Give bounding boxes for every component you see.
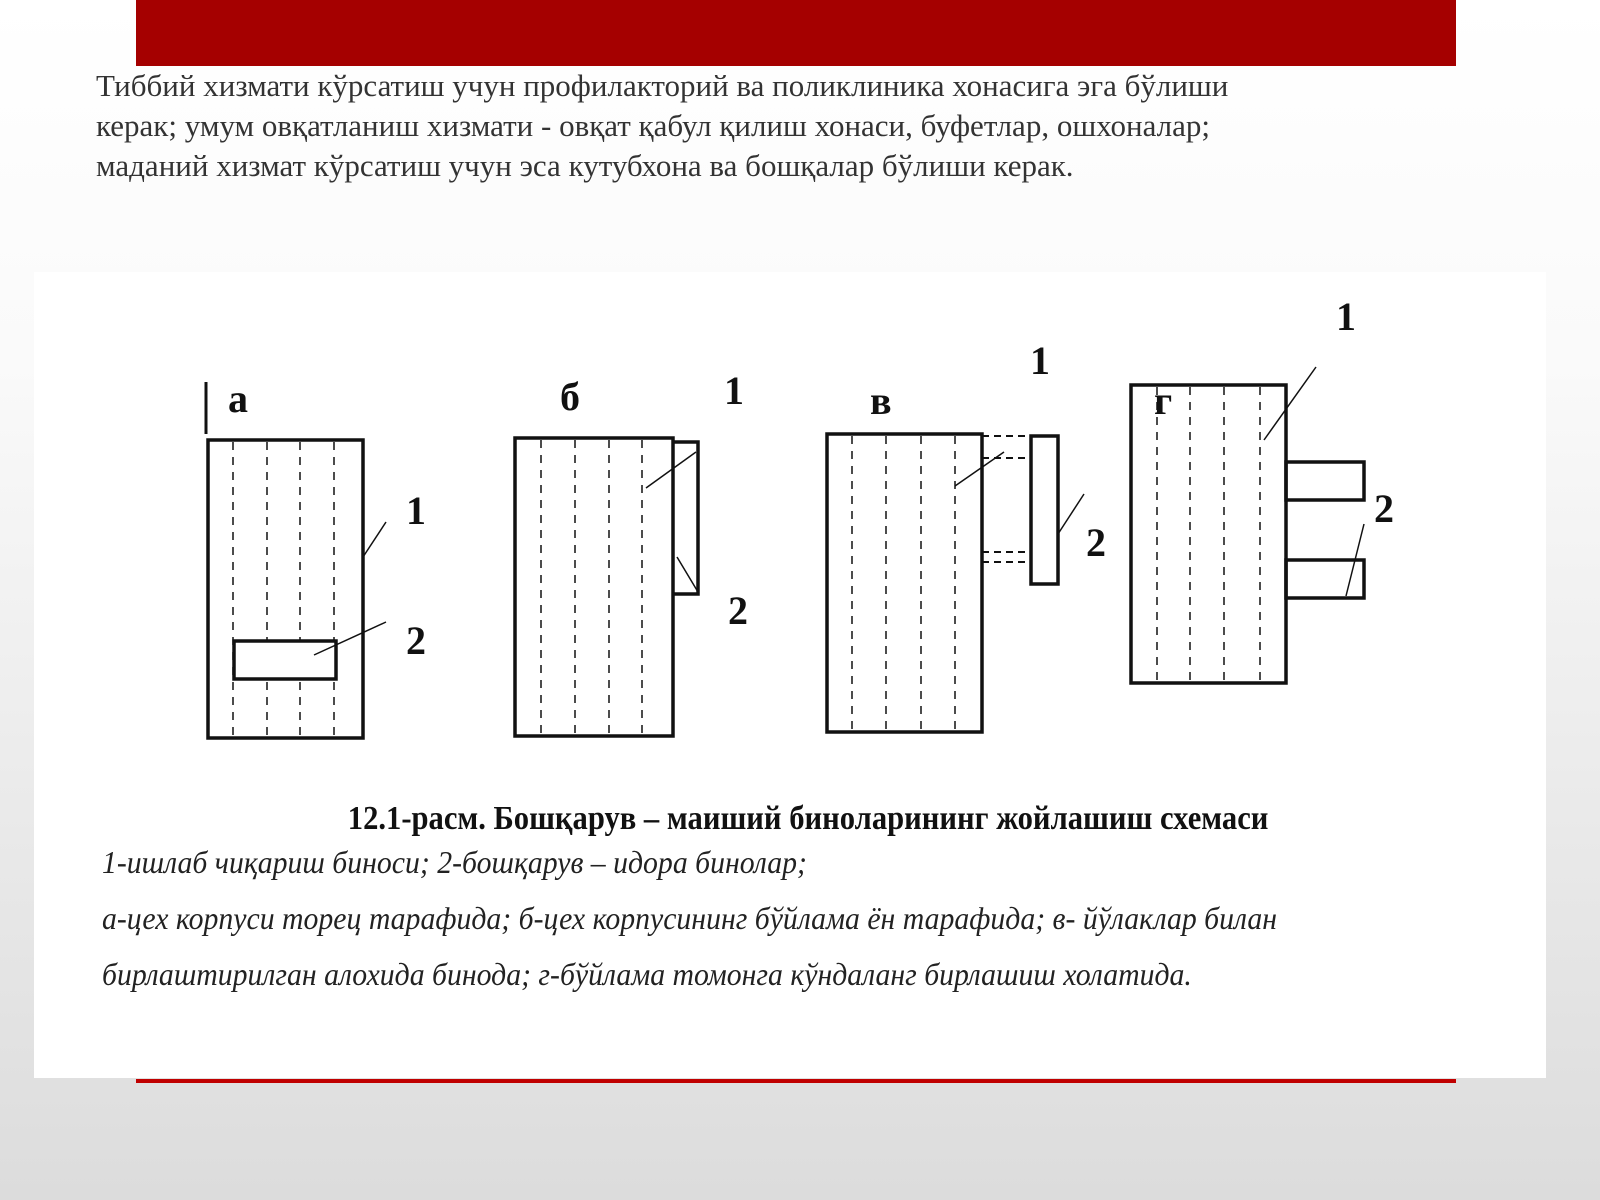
label-g: г	[1154, 378, 1173, 423]
production-building-v	[827, 434, 982, 732]
figure-title: 12.1-расм. Бошқарув – маиший биноларининг жойлашиш схемаси	[347, 800, 1269, 837]
admin-building-g1	[1286, 462, 1364, 500]
label-2-g: 2	[1374, 486, 1394, 531]
label-2-b: 2	[728, 588, 748, 633]
label-b: б	[560, 374, 580, 419]
body-text-line: маданий хизмат кўрсатиш учун эса кутубхона ва бошқалар бўлиши керак.	[96, 148, 1074, 183]
bottom-rule	[136, 1079, 1456, 1083]
label-1-b: 1	[724, 368, 744, 413]
slide-body-text	[96, 66, 1496, 186]
label-v: в	[870, 378, 892, 423]
admin-building-v	[1031, 436, 1058, 584]
legend-line: а-цех корпуси торец тарафида; б-цех корпусининг бўйлама ён тарафида; в- йўлаклар билан	[102, 900, 1278, 936]
admin-building-a	[234, 641, 336, 679]
scheme-a	[206, 382, 386, 738]
admin-building-g2	[1286, 560, 1364, 598]
production-building-g	[1131, 385, 1286, 683]
scheme-b	[515, 438, 698, 736]
label-1-a: 1	[406, 488, 426, 533]
legend-line: бирлаштирилган алохида бинода; г-бўйлама томонга кўндаланг бирлашиш холатида.	[102, 956, 1192, 992]
scheme-v	[827, 434, 1084, 732]
label-1-v: 1	[1030, 338, 1050, 383]
label-2-v: 2	[1086, 520, 1106, 565]
production-building-a	[208, 440, 363, 738]
title-bar	[136, 0, 1456, 66]
label-2-a: 2	[406, 618, 426, 663]
body-text-line: керак; умум овқатланиш хизмати - овқат қабул қилиш хонаси, буфетлар, ошхоналар;	[96, 108, 1210, 143]
production-building-b	[515, 438, 673, 736]
body-text-line: Тиббий хизмати кўрсатиш учун профилакторий ва поликлиника хонасига эга бўлиши	[96, 68, 1229, 103]
figure-image	[34, 272, 1546, 1078]
label-1-g: 1	[1336, 294, 1356, 339]
legend-line: 1-ишлаб чиқариш биноси; 2-бошқарув – идора бинолар;	[102, 844, 807, 880]
label-a: а	[228, 376, 248, 421]
